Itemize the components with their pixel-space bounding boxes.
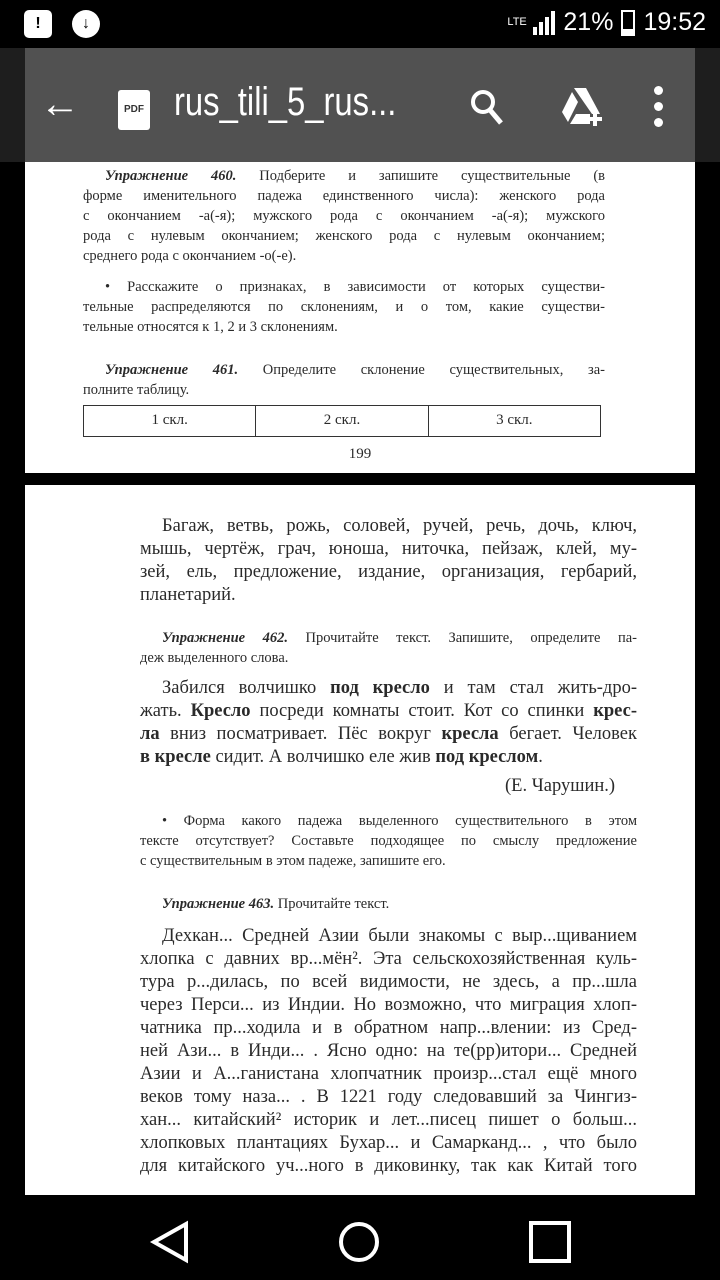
- text-segment: хан... китайский² историк и лет...писец пишет о больш...: [140, 1110, 637, 1130]
- text-line: [162, 677, 637, 700]
- highlighted-word: ла: [140, 724, 160, 744]
- text-line: [83, 186, 605, 206]
- text-line: [140, 1040, 637, 1063]
- highlighted-word: в кресле: [140, 747, 211, 767]
- clock: 19:52: [643, 8, 706, 36]
- battery-percent: 21%: [563, 8, 614, 36]
- text-segment: рода с нулевым окончанием; женского рода с нулевым окончанием;: [83, 228, 605, 244]
- text-segment: хлопковых плантациях Бухар... и Самарканд... , что было: [140, 1133, 637, 1153]
- text-segment: с существительным в этом падеже, запишите его.: [140, 853, 446, 869]
- document-title: rus_tili_5_rus...: [174, 80, 397, 124]
- text-line: [140, 723, 637, 746]
- text-segment: с окончанием -а(-я); мужского рода с окончанием -а(-я); мужского: [83, 208, 605, 224]
- text-line: [83, 317, 605, 337]
- text-line: [83, 297, 605, 317]
- text-segment: Прочитайте текст. Запишите, определите па-: [288, 630, 637, 646]
- text-segment: Подберите и запишите существительные (в: [236, 168, 605, 184]
- highlighted-word: Кресло: [190, 701, 251, 721]
- text-segment: сидит. А волчишко еле жив: [210, 747, 436, 767]
- pdf-file-icon: PDF: [118, 90, 150, 130]
- text-line: [140, 538, 637, 561]
- text-segment: и там стал жить-дро-: [429, 678, 638, 698]
- text-line: [162, 515, 637, 538]
- text-line: [105, 360, 605, 380]
- text-segment: через Перси... из Индии. Но возможно, что миграция хлоп-: [140, 995, 637, 1015]
- more-options-icon[interactable]: [654, 86, 663, 127]
- text-segment: ней Ази... в Инди... . Ясно одно: на те(рр)итори... Средней: [140, 1041, 637, 1061]
- text-segment: Прочитайте текст.: [274, 896, 390, 912]
- text-segment: .: [538, 747, 543, 767]
- page-number: 199: [348, 446, 372, 462]
- table-header: 3 скл.: [428, 406, 600, 436]
- declension-table: [83, 405, 601, 437]
- notification-app-icon: !: [24, 10, 52, 38]
- text-segment: веков тому наза... . В 1221 году следовавший за Чингиз-: [140, 1087, 637, 1107]
- exercise-heading: Упражнение 463.: [162, 896, 275, 912]
- text-segment: посреди комнаты стоит. Кот со спинки: [250, 701, 594, 721]
- network-type: LTE: [507, 16, 527, 28]
- pdf-viewer[interactable]: [0, 48, 720, 1200]
- text-line: [140, 584, 637, 607]
- text-line: [105, 277, 605, 297]
- text-segment: планетарий.: [140, 585, 236, 605]
- text-segment: чатника пр...ходила и в обратном напр...влении: из Сред-: [140, 1018, 637, 1038]
- text-segment: среднего рода с окончанием -о(-е).: [83, 248, 297, 264]
- text-segment: Багаж, ветвь, рожь, соловей, ручей, речь, дочь, ключ,: [162, 516, 637, 536]
- text-segment: для китайского уч...ного в диковинку, так как Китай того: [140, 1156, 637, 1176]
- signal-icon: [533, 11, 555, 35]
- text-line: [140, 1155, 637, 1178]
- text-segment: хлопка с давних вр...мён². Эта сельскохозяйственная куль-: [140, 949, 637, 969]
- add-to-drive-icon[interactable]: [560, 86, 606, 128]
- text-segment: Азии и А...ганистана хлопчатник произр...стал ещё много: [140, 1064, 637, 1084]
- text-line: [140, 746, 637, 769]
- text-line: [140, 851, 637, 871]
- text-segment: (Е. Чарушин.): [505, 776, 616, 796]
- table-header: 2 скл.: [255, 406, 427, 436]
- exercise-heading: Упражнение 461.: [105, 362, 239, 378]
- exercise-heading: Упражнение 460.: [105, 168, 237, 184]
- text-line: [140, 1109, 637, 1132]
- text-segment: деж выделенного слова.: [140, 650, 289, 666]
- back-nav-button[interactable]: [148, 1220, 192, 1269]
- text-line: [505, 775, 637, 798]
- battery-icon: [621, 10, 635, 36]
- text-segment: Дехкан... Средней Азии были знакомы с выр...щиванием: [162, 926, 637, 946]
- navigation-bar: [0, 1200, 720, 1280]
- text-line: [140, 948, 637, 971]
- text-segment: • Расскажите о признаках, в зависимости от которых существи-: [105, 279, 605, 295]
- highlighted-word: под креслом: [435, 747, 539, 767]
- text-segment: полните таблицу.: [83, 382, 190, 398]
- text-line: [83, 226, 605, 246]
- text-line: [140, 1063, 637, 1086]
- text-segment: жать.: [140, 701, 191, 721]
- pdf-page-200: [25, 485, 695, 1195]
- app-toolbar: [0, 48, 720, 162]
- exercise-heading: Упражнение 462.: [162, 630, 288, 646]
- status-bar: [0, 0, 720, 48]
- text-line: [162, 894, 637, 914]
- text-segment: зей, ель, предложение, издание, организация, гербарий,: [140, 562, 637, 582]
- search-icon[interactable]: [470, 88, 504, 126]
- back-arrow-icon[interactable]: ←: [40, 82, 80, 126]
- text-line: [140, 971, 637, 994]
- text-line: [162, 811, 637, 831]
- notification-download-icon: ↓: [72, 10, 100, 38]
- text-segment: бегает. Человек: [498, 724, 637, 744]
- text-line: [105, 166, 605, 186]
- text-line: [140, 994, 637, 1017]
- text-line: [140, 1132, 637, 1155]
- text-line: [140, 1017, 637, 1040]
- text-line: [83, 206, 605, 226]
- text-segment: • Форма какого падежа выделенного существительного в этом: [162, 813, 637, 829]
- text-segment: вниз посматривает. Пёс вокруг: [159, 724, 442, 744]
- home-nav-button[interactable]: [337, 1220, 381, 1269]
- text-segment: тура р...дилась, по всей видимости, не здесь, а пр...шла: [140, 972, 637, 992]
- text-line: [140, 831, 637, 851]
- text-line: [140, 648, 637, 668]
- text-segment: тексте отсутствует? Составьте подходящее по смыслу предложение: [140, 833, 637, 849]
- text-line: [83, 246, 605, 266]
- highlighted-word: крес-: [593, 701, 637, 721]
- text-segment: Забился волчишко: [162, 678, 331, 698]
- highlighted-word: под кресло: [330, 678, 430, 698]
- text-line: [140, 700, 637, 723]
- text-segment: форме именительного падежа единственного числа): женского рода: [83, 188, 605, 204]
- text-line: [140, 561, 637, 584]
- text-line: [83, 380, 605, 400]
- text-segment: мышь, чертёж, грач, юноша, ниточка, пейзаж, клей, му-: [140, 539, 637, 559]
- text-line: [140, 1086, 637, 1109]
- table-header: 1 скл.: [151, 412, 188, 428]
- text-segment: Определите склонение существительных, за-: [238, 362, 605, 378]
- text-line: [162, 925, 637, 948]
- recents-nav-button[interactable]: [528, 1220, 572, 1269]
- highlighted-word: кресла: [441, 724, 499, 744]
- text-line: [162, 628, 637, 648]
- text-segment: тельные относятся к 1, 2 и 3 склонениям.: [83, 319, 338, 335]
- text-segment: тельные распределяются по склонениям, и о том, какие существи-: [83, 299, 605, 315]
